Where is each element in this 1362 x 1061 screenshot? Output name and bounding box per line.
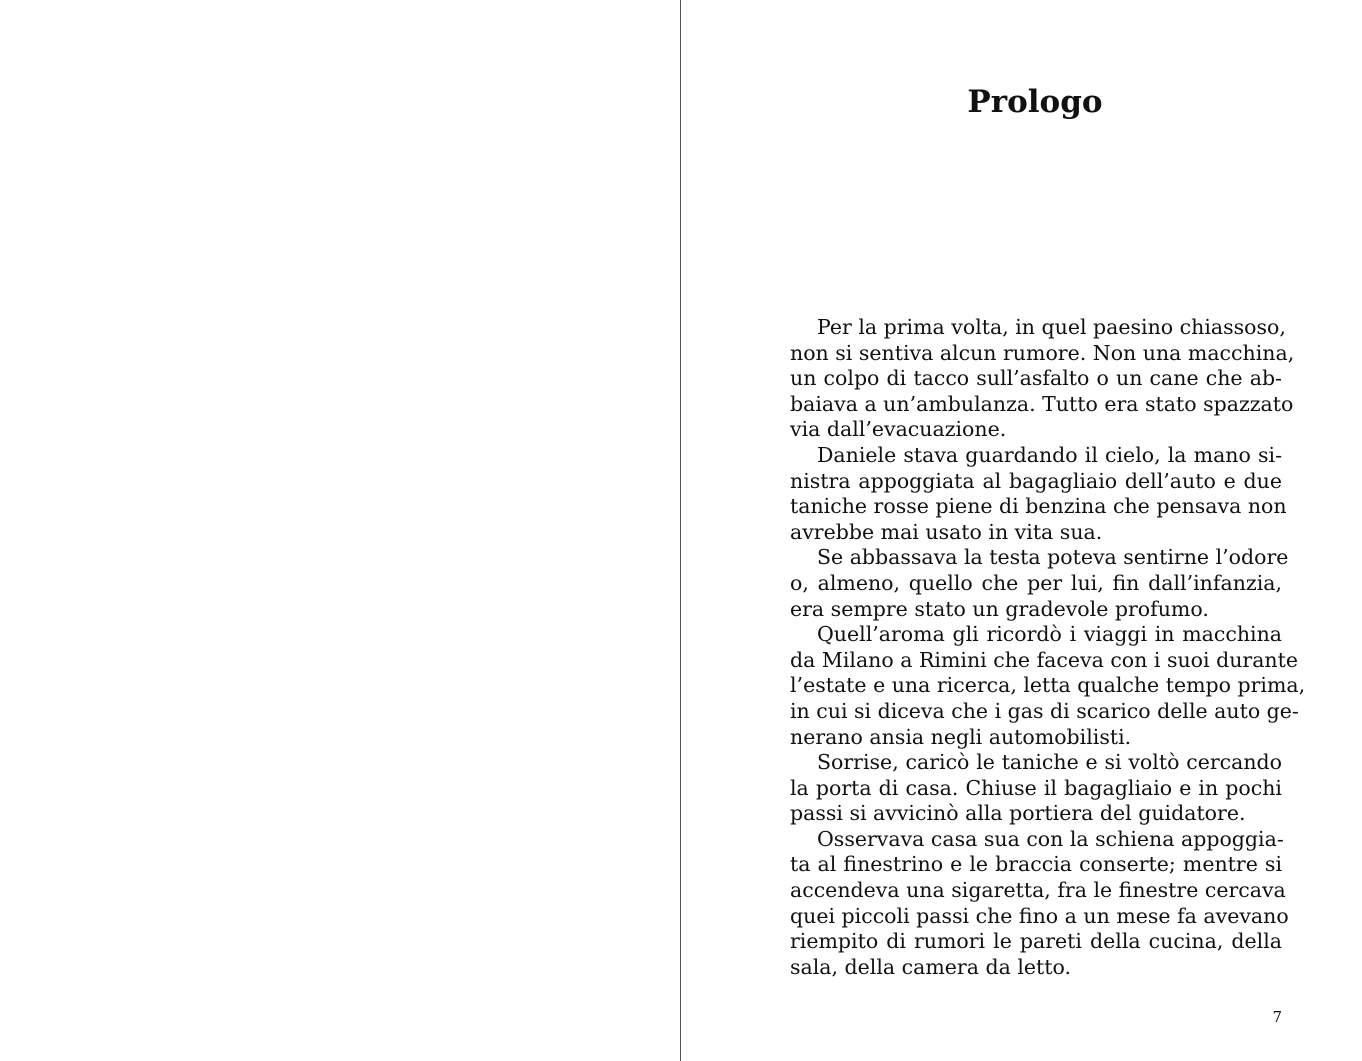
paragraph-4-line: Quell’aroma gli ricordò i viaggi in macchina [817, 622, 1282, 647]
paragraph-6-line: riempito di rumori le pareti della cucina, della [790, 929, 1282, 954]
paragraph-6-line: accendeva una sigaretta, fra le finestre cercava [790, 878, 1286, 903]
paragraph-1-line: un colpo di tacco sull’asfalto o un cane che ab- [790, 366, 1282, 391]
chapter-title: Prologo [967, 84, 1103, 120]
paragraph-2-line: taniche rosse piene di benzina che pensava non [790, 494, 1287, 519]
paragraph-6-line: sala, della camera da letto. [790, 954, 1071, 979]
chapter-body-text [790, 315, 1306, 980]
paragraph-3-line: era sempre stato un gradevole profumo. [790, 596, 1209, 621]
paragraph-5-line: Sorrise, caricò le taniche e si voltò cercando [817, 750, 1282, 775]
paragraph-1-line: baiava a un’ambulanza. Tutto era stato spazzato [790, 391, 1294, 416]
paragraph-3-line: o, almeno, quello che per lui, fin dall’infanzia, [790, 570, 1282, 595]
paragraph-3-line: Se abbassava la testa poteva sentirne l’odore [817, 545, 1289, 570]
left-page-blank [0, 0, 680, 1061]
paragraph-4-line: in cui si diceva che i gas di scarico delle auto ge- [790, 698, 1299, 723]
paragraph-2-line: nistra appoggiata al bagagliaio dell’auto e due [790, 468, 1282, 493]
paragraph-1-line: via dall’evacuazione. [790, 417, 1007, 442]
paragraph-4-line: da Milano a Rimini che faceva con i suoi durante [790, 647, 1298, 672]
paragraph-1-line: non si sentiva alcun rumore. Non una macchina, [790, 340, 1295, 365]
paragraph-2-line: avrebbe mai usato in vita sua. [790, 519, 1103, 544]
paragraph-4-line: nerano ansia negli automobilisti. [790, 724, 1132, 749]
paragraph-6-line: ta al finestrino e le braccia conserte; mentre si [790, 852, 1282, 877]
paragraph-6-line: Osservava casa sua con la schiena appoggia- [817, 826, 1284, 851]
paragraph-4-line: l’estate e una ricerca, letta qualche tempo prima, [790, 673, 1306, 698]
paragraph-5-line: passi si avvicinò alla portiera del guidatore. [790, 801, 1246, 826]
paragraph-6-line: quei piccoli passi che fino a un mese fa avevano [790, 903, 1289, 928]
page-number: 7 [1272, 1008, 1282, 1026]
paragraph-1-line: Per la prima volta, in quel paesino chiassoso, [817, 315, 1286, 339]
paragraph-5-line: la porta di casa. Chiuse il bagagliaio e in pochi [790, 775, 1282, 800]
paragraph-2-line: Daniele stava guardando il cielo, la mano si- [817, 442, 1282, 467]
